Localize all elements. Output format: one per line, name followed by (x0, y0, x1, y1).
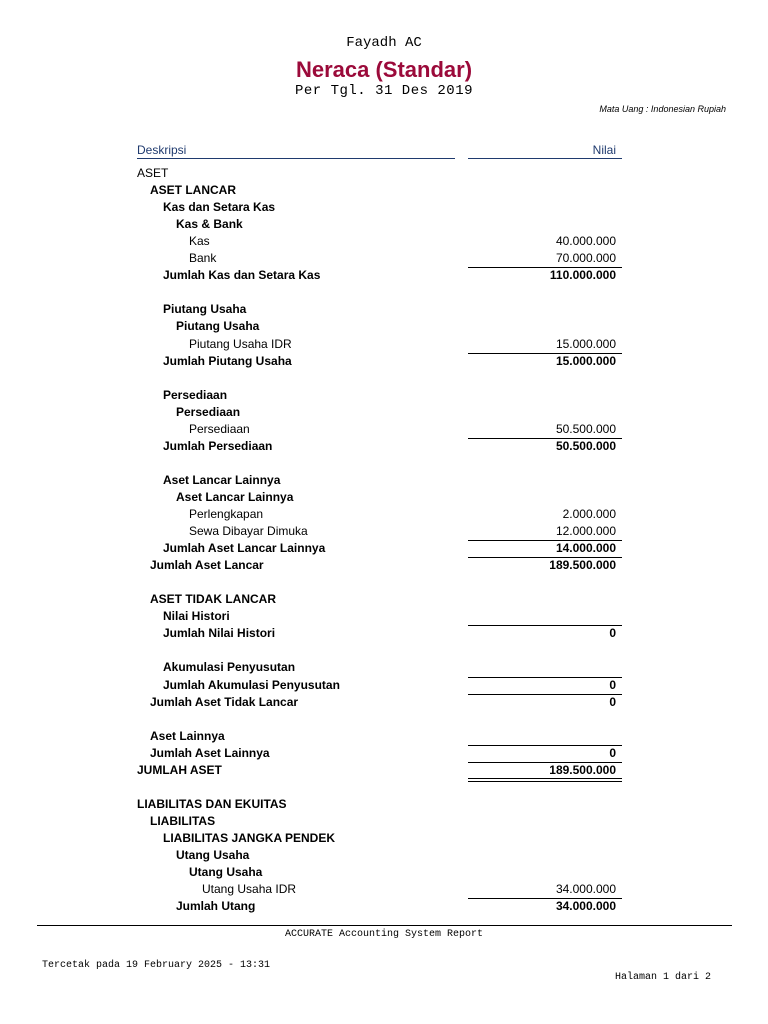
row-value: 34.000.000 (555, 899, 616, 914)
report-row (0, 763, 768, 780)
row-value: 34.000.000 (555, 882, 616, 897)
row-label: ASET (137, 166, 169, 180)
row-label: Bank (189, 251, 217, 266)
row-value: 189.500.000 (549, 762, 616, 777)
row-label: Utang Usaha (176, 848, 250, 862)
report-row (0, 899, 768, 916)
report-row (0, 405, 768, 422)
row-value: 110.000.000 (549, 268, 616, 283)
row-label: Aset Lancar Lainnya (163, 472, 281, 487)
page-number: Halaman 1 dari 2 (614, 972, 711, 983)
report-row (0, 302, 768, 319)
row-value: 189.500.000 (549, 558, 616, 573)
footer-system-name: ACCURATE Accounting System Report (284, 929, 484, 940)
row-label: Kas dan Setara Kas (163, 200, 276, 215)
row-value: 0 (609, 745, 616, 760)
report-row (0, 268, 768, 285)
row-label: Jumlah Akumulasi Penyusutan (163, 677, 340, 692)
report-row (0, 234, 768, 251)
row-label: Jumlah Aset Lancar (150, 558, 264, 573)
report-row (0, 200, 768, 217)
printed-timestamp: Tercetak pada 19 February 2025 - 13:31 (42, 960, 271, 971)
blank-row (0, 371, 768, 388)
report-row (0, 541, 768, 558)
row-label: Jumlah Aset Lainnya (150, 745, 270, 760)
report-row (0, 183, 768, 200)
row-value: 14.000.000 (555, 541, 616, 556)
blank-row (0, 285, 768, 302)
report-row (0, 678, 768, 695)
row-label: Jumlah Utang (176, 899, 256, 914)
row-label: Utang Usaha IDR (202, 882, 297, 897)
row-label: Akumulasi Penyusutan (163, 660, 296, 675)
row-label: Piutang Usaha IDR (189, 336, 292, 351)
blank-row (0, 780, 768, 797)
report-row (0, 746, 768, 763)
footer-divider (37, 925, 732, 926)
row-value: 40.000.000 (555, 234, 616, 249)
row-label: Sewa Dibayar Dimuka (189, 524, 308, 539)
report-row (0, 797, 768, 814)
row-value: 70.000.000 (555, 251, 616, 266)
column-header-value: Nilai (468, 143, 622, 159)
report-date: Per Tgl. 31 Des 2019 (294, 83, 474, 99)
report-row (0, 354, 768, 371)
row-label: Kas (189, 234, 210, 249)
report-row (0, 848, 768, 865)
report-row (0, 695, 768, 712)
report-row (0, 660, 768, 677)
report-title: Neraca (Standar) (295, 57, 473, 82)
report-row (0, 251, 768, 268)
row-label: ASET LANCAR (150, 183, 236, 198)
row-label: Persediaan (176, 404, 241, 419)
row-label: Jumlah Nilai Histori (163, 626, 276, 641)
row-label: Persediaan (163, 387, 228, 402)
row-label: Jumlah Aset Tidak Lancar (150, 694, 299, 709)
row-label: LIABILITAS JANGKA PENDEK (163, 830, 336, 845)
report-row (0, 319, 768, 336)
report-row (0, 609, 768, 626)
row-label: Jumlah Persediaan (163, 438, 273, 453)
report-row (0, 473, 768, 490)
row-label: Utang Usaha (189, 865, 263, 880)
blank-row (0, 712, 768, 729)
row-label: Piutang Usaha (176, 319, 260, 334)
row-label: LIABILITAS (150, 813, 216, 828)
row-label: Jumlah Aset Lancar Lainnya (163, 541, 326, 556)
row-value: 0 (609, 694, 616, 709)
row-label: Kas & Bank (176, 217, 243, 232)
row-value: 2.000.000 (562, 507, 616, 521)
report-row (0, 524, 768, 541)
row-label: Nilai Histori (163, 609, 230, 624)
row-value: 12.000.000 (555, 524, 616, 539)
row-label: Persediaan (189, 421, 250, 436)
row-label: Jumlah Kas dan Setara Kas (163, 268, 321, 283)
blank-row (0, 575, 768, 592)
row-label: ASET TIDAK LANCAR (150, 592, 276, 607)
report-row (0, 507, 768, 524)
report-row (0, 490, 768, 507)
report-row (0, 166, 768, 183)
report-row (0, 337, 768, 354)
row-label: Piutang Usaha (163, 302, 247, 317)
report-row (0, 729, 768, 746)
report-row (0, 388, 768, 405)
row-label: Aset Lainnya (150, 728, 225, 743)
row-value: 15.000.000 (555, 336, 616, 351)
currency-note: Mata Uang : Indonesian Rupiah (599, 104, 726, 114)
report-row (0, 882, 768, 899)
report-row (0, 439, 768, 456)
row-value: 15.000.000 (555, 353, 616, 368)
report-row (0, 865, 768, 882)
blank-row (0, 456, 768, 473)
row-value: 0 (609, 626, 616, 641)
row-value: 0 (609, 677, 616, 692)
report-row (0, 626, 768, 643)
row-label: LIABILITAS DAN EKUITAS (137, 796, 287, 811)
row-value: 50.500.000 (555, 421, 616, 436)
row-label: Perlengkapan (189, 507, 264, 521)
company-name: Fayadh AC (346, 35, 422, 51)
report-row (0, 814, 768, 831)
row-label: Aset Lancar Lainnya (176, 489, 294, 504)
column-header-description: Deskripsi (137, 143, 455, 159)
report-row (0, 217, 768, 234)
report-row (0, 558, 768, 575)
report-row (0, 592, 768, 609)
row-label: Jumlah Piutang Usaha (163, 353, 292, 368)
report-row (0, 831, 768, 848)
row-label: JUMLAH ASET (137, 762, 222, 777)
blank-row (0, 643, 768, 660)
report-row (0, 422, 768, 439)
row-value: 50.500.000 (555, 438, 616, 453)
